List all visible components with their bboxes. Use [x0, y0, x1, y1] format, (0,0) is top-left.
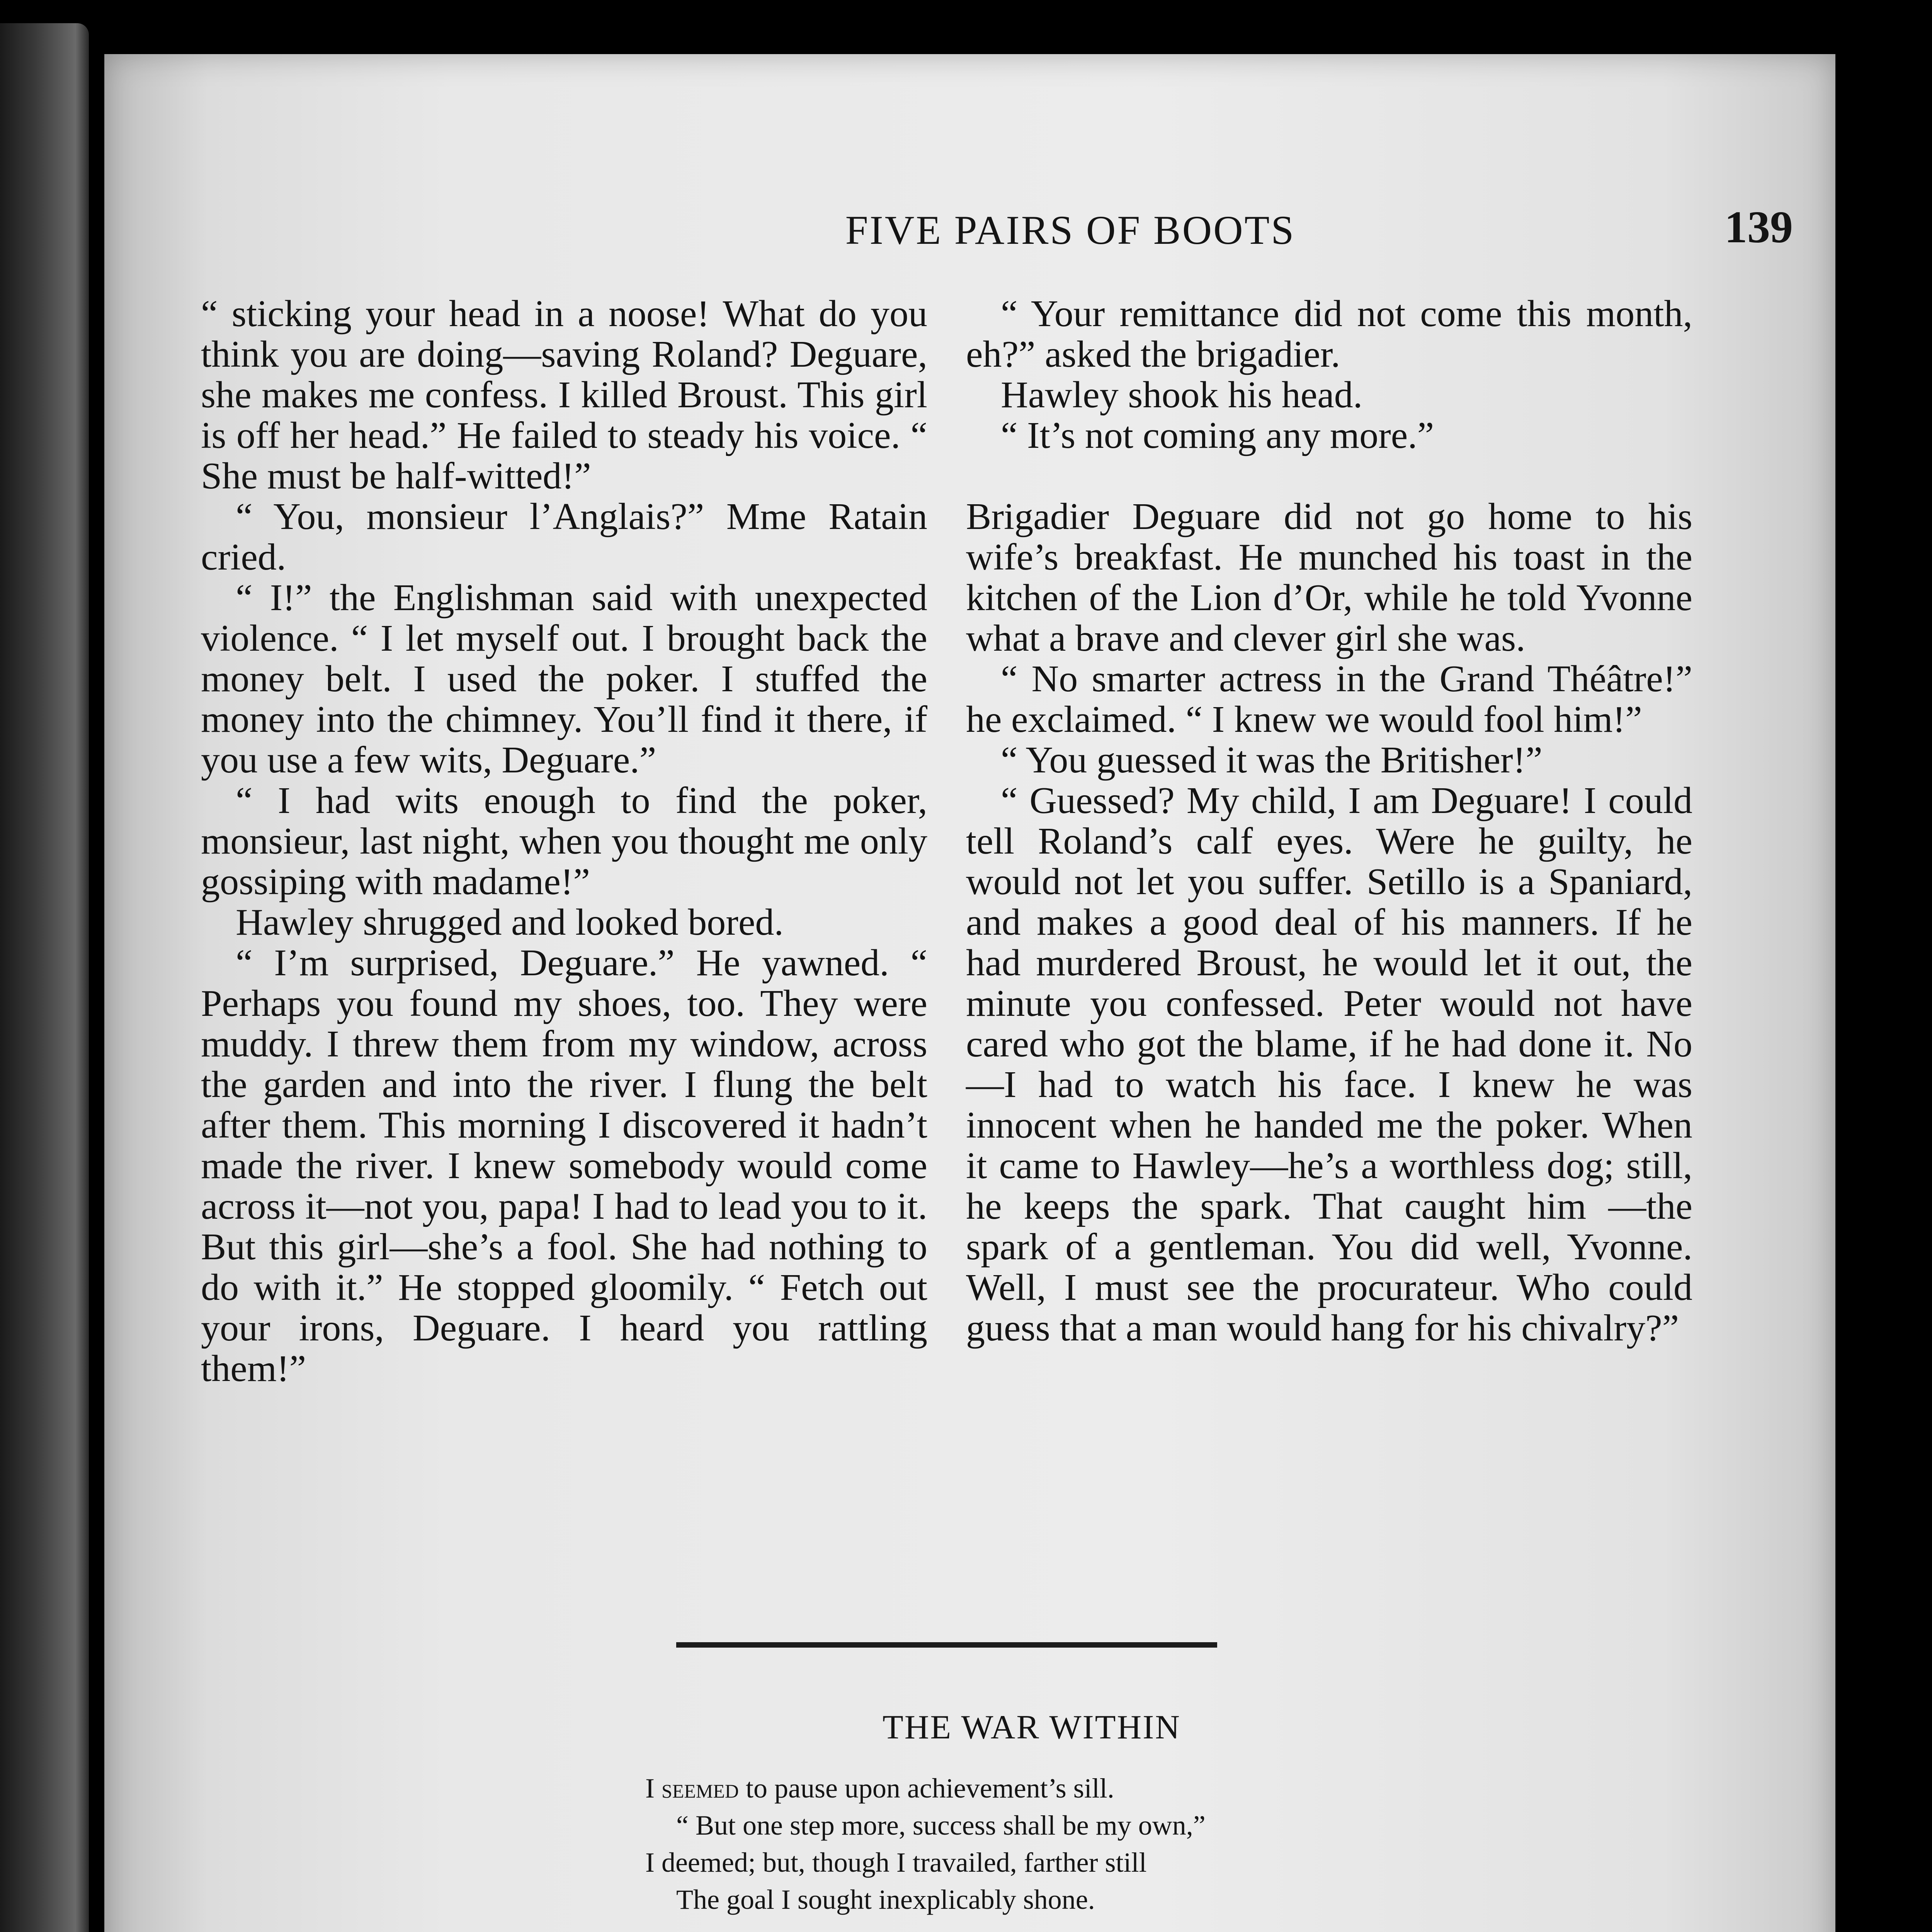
story-paragraph: Hawley shrugged and looked bored.: [236, 901, 784, 943]
poem-line: [645, 1844, 1611, 1881]
poem-line-text: to pause upon achievement’s sill.: [745, 1773, 1114, 1804]
story-paragraph: “ sticking your head in a noose! What do you think you are doing—saving Roland? Deguare, she makes me confess. I killed Broust. This girl is off her head.” He failed to steady his voice. “ She must be half-witted!”: [201, 293, 927, 497]
poem-stanza: [645, 1770, 1611, 1918]
story-paragraph: “ Your remittance did not come this month, eh?” asked the brigadier.: [966, 293, 1692, 375]
story-paragraph: “ It’s not coming any more.”: [1001, 415, 1434, 456]
poem-body: [645, 1770, 1611, 1932]
poem-line: [645, 1807, 1611, 1844]
story-paragraph: Hawley shook his head.: [1001, 374, 1363, 416]
story-paragraph: Brigadier Deguare did not go home to his wife’s breakfast. He munched his toast in the kitchen of the Lion d’Or, while he told Yvonne what a brave and clever girl she was.: [966, 496, 1692, 659]
poem-line-text: I deemed; but, though I travailed, farther still: [645, 1847, 1147, 1878]
poem-title: THE WAR WITHIN: [883, 1709, 1181, 1746]
story-paragraph: “ I!” the Englishman said with unexpected violence. “ I let myself out. I brought back the money belt. I used the poker. I stuffed the money into the chimney. You’ll find it there, if you use a few wits, Deguare.”: [201, 577, 927, 781]
magazine-page: [104, 54, 1835, 1932]
story-paragraph: “ I had wits enough to find the poker, monsieur, last night, when you thought me only gossiping with madame!”: [201, 780, 927, 903]
story-left-column: [201, 294, 927, 1389]
story-right-column: [966, 294, 1692, 1349]
poem-line: [645, 1770, 1611, 1807]
poem-line: [645, 1881, 1611, 1918]
story-paragraph: “ No smarter actress in the Grand Théâtre!” he exclaimed. “ I knew we would fool him!”: [966, 658, 1692, 740]
story-paragraph: “ I’m surprised, Deguare.” He yawned. “ Perhaps you found my shoes, too. They were muddy. I threw them from my window, across the garden and into the river. I flung the belt after them. This morning I discovered it hadn’t made the river. I knew somebody would come across it—not you, papa! I had to lead you to it. But this girl—she’s a fool. She had nothing to do with it.” He stopped gloomily. “ Fetch out your irons, Deguare. I heard you rattling them!”: [201, 942, 927, 1389]
story-paragraph: “ You guessed it was the Britisher!”: [1001, 739, 1543, 781]
story-paragraph: “ Guessed? My child, I am Deguare! I could tell Roland’s calf eyes. Were he guilty, he would not let you suffer. Setillo is a Spaniard, and makes a good deal of his manners. If he had murdered Broust, he would let it out, the minute you confessed. Peter would not have cared who got the blame, if he had done it. No—I had to watch his face. I knew he was innocent when he handed me the poker. When it came to Hawley—he’s a worthless dog; still, he keeps the spark. That caught him —the spark of a gentleman. You did well, Yvonne. Well, I must see the procurateur. Who could guess that a man would hang for his chivalry?”: [966, 780, 1692, 1349]
running-title: FIVE PAIRS OF BOOTS: [845, 207, 1296, 253]
right-margin: [1886, 0, 1932, 1932]
story-paragraph: “ You, monsieur l’Anglais?” Mme Ratain cried.: [201, 496, 927, 578]
section-divider: [676, 1642, 1217, 1648]
previous-page-edge: [0, 23, 89, 1932]
poem-line-text: “ But one step more, success shall be my own,”: [676, 1810, 1206, 1841]
poem-first-word: I seemed: [645, 1773, 739, 1804]
page-number: 139: [1725, 202, 1793, 252]
poem-line-text: The goal I sought inexplicably shone.: [676, 1884, 1095, 1915]
